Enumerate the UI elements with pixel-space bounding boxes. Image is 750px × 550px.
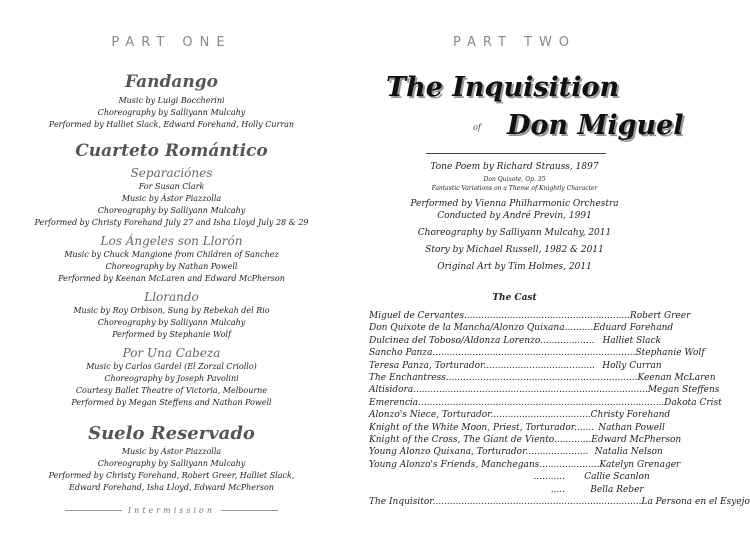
cast-row xyxy=(369,446,669,458)
cast-role: The Enchantress................................................................... xyxy=(369,373,638,384)
piece-credit: Music by Roy Orbison, Sung by Rebekah del Rio xyxy=(73,306,270,315)
subpiece-por-una-cabeza xyxy=(0,346,343,409)
cast-actor: Christy Forehand xyxy=(590,410,671,421)
intermission-label: Intermission xyxy=(128,506,215,515)
piece-title: Suelo Reservado xyxy=(88,423,255,444)
cast-actor: Natalia Nelson xyxy=(594,447,663,458)
cast-row xyxy=(369,335,669,347)
piece-credit: Performed by Halliet Slack, Edward Forehand, Holly Curran xyxy=(48,120,295,129)
piece-credit: Music by Ástor Piazzolla xyxy=(121,447,222,456)
cast-row xyxy=(369,322,674,334)
piece-credit: Edward Forehand, Isha Lloyd, Edward McPherson xyxy=(69,483,274,492)
cast-actor: Dakota Crist xyxy=(664,397,722,408)
cast-role: Dulcinea del Toboso/Aldonza Lorenzo................... xyxy=(369,335,595,346)
piece-credit: Choreography by Joseph Pavolini xyxy=(104,374,239,383)
cast-role: Knight of the White Moon, Priest, Torturador....... xyxy=(369,422,595,433)
cast-actor: Nathan Powell xyxy=(598,422,665,433)
piece-title: Fandango xyxy=(124,72,218,92)
subpiece-separaciones xyxy=(0,166,343,229)
piece-title: Cuarteto Romántico xyxy=(75,141,268,161)
cast-row xyxy=(369,310,691,322)
piece-credit: Choreography by Salliyann Mulcahy xyxy=(97,108,246,117)
piece-suelo-reservado xyxy=(0,423,343,494)
credit-line: Conducted by André Previn, 1991 xyxy=(437,211,592,221)
credit-line: Performed by Vienna Philharmonic Orchestra xyxy=(410,199,619,209)
cast-role: Sancho Panza....................................................................... xyxy=(369,348,636,359)
cast-row xyxy=(369,459,681,471)
cast-role: Young Alonzo's Friends, Manchegans..................... xyxy=(369,459,600,470)
cast-role: Don Quixote de la Mancha/Alonzo Quixana.......... xyxy=(369,323,594,334)
cast-row xyxy=(369,347,705,359)
part-two-heading: PART TWO xyxy=(452,35,577,50)
subpiece-title: Llorando xyxy=(144,290,199,304)
cast-role: ..... xyxy=(550,484,565,495)
cast-role: Teresa Panza, Torturador....................................... xyxy=(369,360,595,371)
cast-actor: Holly Curran xyxy=(602,360,662,371)
cast-role: Emerencia...................................................................................... xyxy=(369,397,665,408)
part-two-page xyxy=(343,0,750,550)
subpiece-title: Los Ángeles son Llorón xyxy=(100,234,243,248)
cast-actor: Eduard Forehand xyxy=(593,323,674,334)
subpiece-llorando xyxy=(0,290,343,341)
cast-row xyxy=(369,384,720,396)
part-one-page xyxy=(0,0,343,550)
credit-line: Choreography by Salliyann Mulcahy, 2011 xyxy=(417,228,612,238)
credit-line: Story by Michael Russell, 1982 & 2011 xyxy=(425,245,604,255)
cast-actor: Keenan McLaren xyxy=(637,373,716,384)
cast-row xyxy=(369,360,669,372)
cast-actor: Halliet Slack xyxy=(602,335,662,346)
piece-credit: Performed by Megan Steffens and Nathan Powell xyxy=(71,398,272,407)
cast-row xyxy=(369,397,722,409)
piece-credit: Performed by Christy Forehand, Robert Greer, Halliet Slack, xyxy=(48,471,295,480)
piece-credit: Choreography by Salliyann Mulcahy xyxy=(97,459,246,468)
cast-actor: Callie Scanlon xyxy=(584,472,650,483)
divider-rule xyxy=(221,510,278,511)
piece-credit: Music by Ástor Piazzolla xyxy=(121,194,222,203)
show-title-of: of xyxy=(473,123,481,132)
cast-role: Young Alonzo Quixana, Torturador...................... xyxy=(369,447,589,458)
piece-cuarteto xyxy=(0,141,343,161)
cast-role: Miguel de Cervantes.......................................................... xyxy=(369,311,630,321)
cast-role: Alonzo's Niece, Torturador................................... xyxy=(369,410,591,421)
cast-role: Altisidora.................................................................................. xyxy=(369,385,648,396)
part-one-heading: PART ONE xyxy=(111,35,232,50)
cast-row xyxy=(369,496,750,508)
piece-credit: Music by Carlos Gardel (El Zorzal Criollo) xyxy=(86,362,257,371)
cast-row xyxy=(369,422,669,434)
show-title-line2: Don Miguel xyxy=(507,110,684,141)
piece-credit: Choreography by Salliyann Mulcahy xyxy=(97,318,246,327)
cast-actor: Stephanie Wolf xyxy=(635,348,705,359)
cast-role: ........... xyxy=(533,472,565,483)
cast-row xyxy=(369,372,716,384)
credit-line: Tone Poem by Richard Strauss, 1897 xyxy=(430,162,599,172)
subpiece-title: Separaciónes xyxy=(130,166,213,180)
cast-actor: Katelyn Grenager xyxy=(599,459,681,470)
intermission-divider xyxy=(65,506,278,515)
piece-credit: Performed by Keenan McLaren and Edward McPherson xyxy=(58,274,285,283)
cast-role: Knight of the Cross, The Giant de Viento............. xyxy=(369,435,592,446)
show-title-line1: The Inquisition xyxy=(386,72,620,103)
piece-credit: For Susan Clark xyxy=(138,182,205,191)
cast-actor: Robert Greer xyxy=(629,311,691,321)
title-rule xyxy=(426,153,606,154)
piece-credit: Performed by Stephanie Wolf xyxy=(112,330,231,339)
subpiece-title: Por Una Cabeza xyxy=(122,346,221,360)
piece-credit: Choreography by Salliyann Mulcahy xyxy=(97,206,246,215)
cast-actor: Megan Steffens xyxy=(647,385,720,396)
cast-row xyxy=(369,484,669,496)
credit-line: Don Quixote, Op. 35 xyxy=(483,176,546,183)
cast-actor: La Persona en el Esyejo xyxy=(641,497,750,508)
divider-rule xyxy=(65,510,122,511)
cast-row xyxy=(369,409,669,421)
credit-line: Fantastic Variations on a Theme of Knightly Character xyxy=(431,185,598,192)
credit-line: Original Art by Tim Holmes, 2011 xyxy=(437,262,592,272)
cast-row xyxy=(369,434,682,446)
cast-actor: Edward McPherson xyxy=(591,435,682,446)
subpiece-angeles xyxy=(0,234,343,285)
cast-actor: Bella Reber xyxy=(590,484,644,495)
piece-credit: Choreography by Nathan Powell xyxy=(105,262,238,271)
cast-heading: The Cast xyxy=(492,293,537,303)
cast-list xyxy=(369,310,750,509)
cast-role: The Inquisitor......................................................................... xyxy=(369,497,642,508)
piece-credit: Music by Luigi Boccherini xyxy=(118,96,225,105)
piece-credit: Performed by Christy Forehand July 27 and Isha Lloyd July 28 & 29 xyxy=(34,218,309,227)
piece-credit: Music by Chuck Mangione from Children of Sanchez xyxy=(64,250,279,259)
piece-fandango xyxy=(0,72,343,131)
cast-row xyxy=(369,471,669,483)
piece-credit: Courtesy Ballet Theatre of Victoria, Melbourne xyxy=(75,386,268,395)
